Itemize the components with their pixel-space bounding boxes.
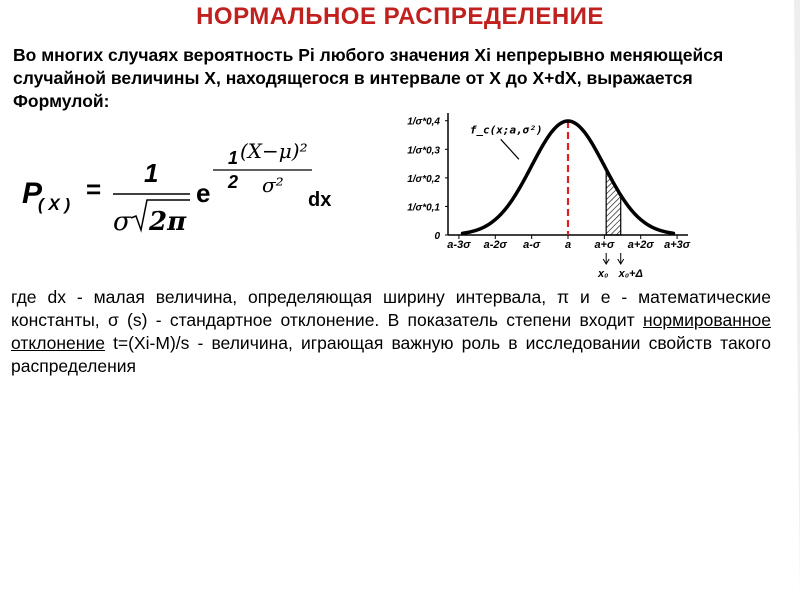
interval-marker-label: x₀ <box>597 268 609 280</box>
page-title: НОРМАЛЬНОЕ РАСПРЕДЕЛЕНИЕ <box>196 3 604 30</box>
formula-p: P <box>22 177 43 210</box>
body-text-part2: t=(Xi-M)/s - величина, играющая важную роль в исследовании свойств такого распределения <box>11 333 771 376</box>
x-tick-label: a-σ <box>523 239 541 251</box>
formula-exp-den2: σ² <box>262 173 284 197</box>
x-tick-label: a+σ <box>594 239 615 251</box>
body-paragraph <box>11 286 771 378</box>
corner-decoration <box>794 0 800 600</box>
formula-numerator: 1 <box>144 158 159 188</box>
formula-exp-num1: 1 <box>228 148 239 168</box>
formula-exp-den1: 2 <box>228 172 239 192</box>
y-tick-label: 1/σ*0,2 <box>407 173 440 185</box>
x-tick-label: a-3σ <box>447 239 471 251</box>
curve-label: f_c(x;a,σ²) <box>469 123 543 137</box>
normalized-deviation-link[interactable]: нормированное отклонение <box>11 310 771 353</box>
formula-e: e <box>196 178 211 208</box>
body-text-part1: где dx - малая величина, определяющая ширину интервала, π и e - математические константы, σ (s) - стандартное отклонение. В показатель степени входит <box>11 287 771 330</box>
x-tick-label: a+3σ <box>664 239 691 251</box>
normal-distribution-chart <box>378 105 698 290</box>
formula-root: 2π <box>149 207 187 237</box>
formula-equals: = <box>86 174 102 204</box>
y-tick-label: 0 <box>434 231 440 242</box>
formula-exp-num2: (X−μ)² <box>240 139 308 163</box>
interval-marker-label: x₀+Δ <box>618 268 643 280</box>
formula-dx: dx <box>308 189 332 211</box>
x-tick-label: a-2σ <box>483 239 507 251</box>
x-tick-label: a <box>564 239 572 251</box>
formula-p-arg: ( X ) <box>38 195 71 214</box>
y-tick-label: 1/σ*0,4 <box>407 116 440 128</box>
x-tick-label: a+2σ <box>627 239 654 251</box>
curve-label-leader <box>501 139 519 159</box>
formula-sigma: σ <box>113 207 131 237</box>
shaded-interval <box>606 169 621 235</box>
intro-paragraph: Во многих случаях вероятность Pi любого значения Xi непрерывно меняющейся случайной величины X, находящегося в интервале от X до X+dX, выражается Формулой: <box>13 45 724 111</box>
y-tick-label: 1/σ*0,1 <box>407 202 440 214</box>
normal-distribution-formula <box>0 130 380 240</box>
y-tick-label: 1/σ*0,3 <box>407 145 440 157</box>
